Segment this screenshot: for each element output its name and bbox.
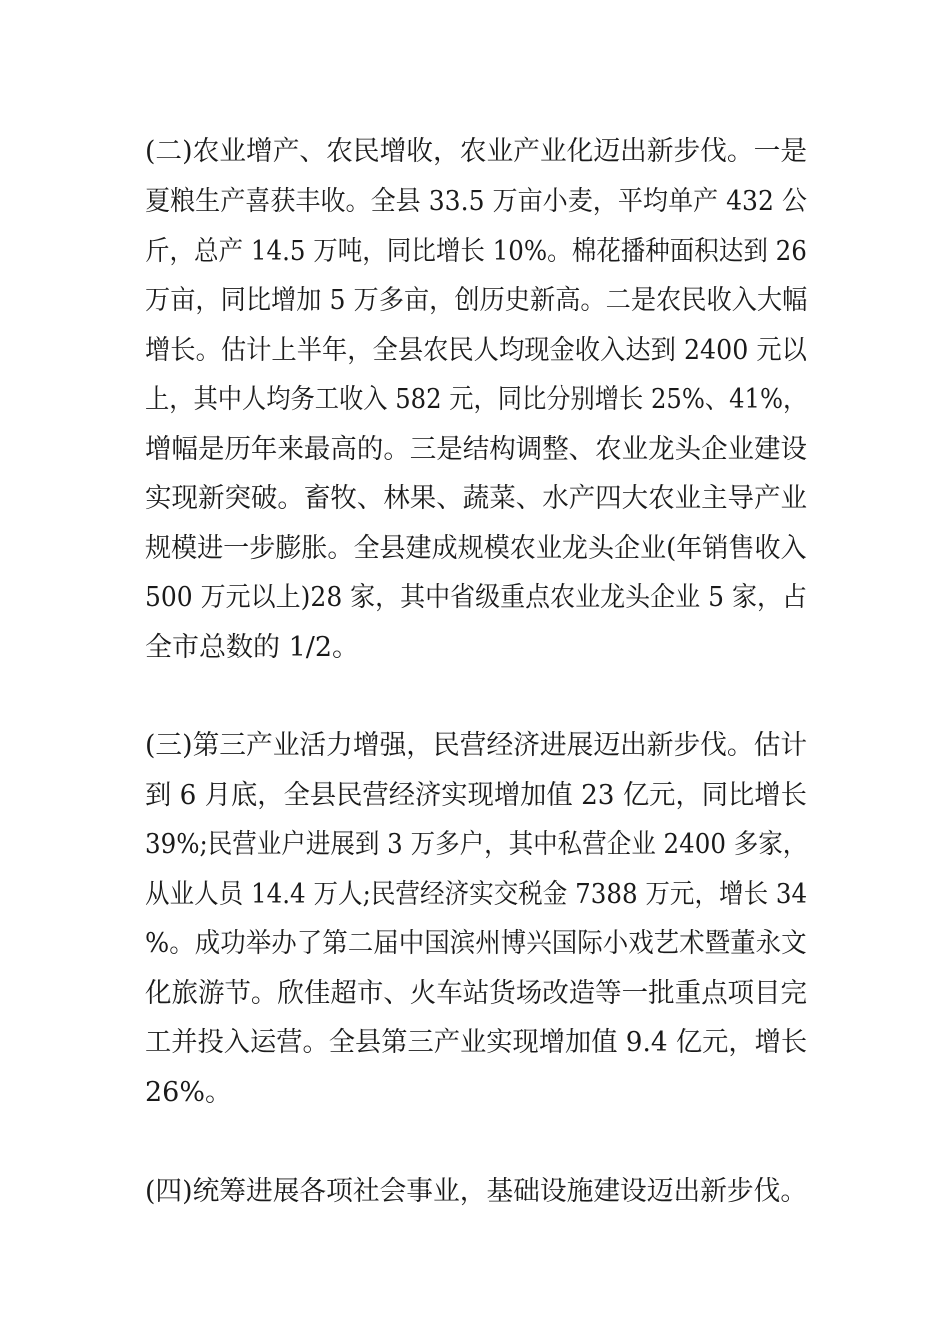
text-line: 实现新突破。畜牧、林果、蔬菜、水产四大农业主导产业 — [145, 483, 807, 514]
text-line: 从业人员 14.4 万人;民营经济实交税金 7388 万元，增长 34 — [145, 879, 808, 910]
text-line: 39%;民营业户进展到 3 万多户，其中私营企业 2400 多家， — [145, 829, 808, 860]
text-line: 全市总数的 1/2。 — [145, 632, 360, 663]
text-line: 500 万元以上)28 家，其中省级重点农业龙头企业 5 家，占 — [145, 582, 807, 613]
text-line: (二)农业增产、农民增收，农业产业化迈出新步伐。一是 — [145, 136, 808, 167]
text-line: (四)统筹进展各项社会事业，基础设施建设迈出新步伐。 — [145, 1176, 808, 1207]
text-line: 斤，总产 14.5 万吨，同比增长 10%。棉花播种面积达到 26 — [145, 236, 807, 267]
text-line: %。成功举办了第二届中国滨州博兴国际小戏艺术暨董永文 — [145, 928, 807, 959]
text-line: 增幅是历年来最高的。三是结构调整、农业龙头企业建设 — [145, 434, 807, 465]
text-line: 到 6 月底，全县民营经济实现增加值 23 亿元，同比增长 — [145, 780, 807, 811]
text-line: 工并投入运营。全县第三产业实现增加值 9.4 亿元，增长 — [145, 1027, 808, 1058]
text-line: 规模进一步膨胀。全县建成规模农业龙头企业(年销售收入 — [145, 533, 807, 564]
text-line: 化旅游节。欣佳超市、火车站货场改造等一批重点项目完 — [145, 978, 807, 1009]
text-line: (三)第三产业活力增强，民营经济进展迈出新步伐。估计 — [145, 730, 808, 761]
text-line: 增长。估计上半年，全县农民人均现金收入达到 2400 元以 — [145, 335, 807, 366]
text-line: 夏粮生产喜获丰收。全县 33.5 万亩小麦，平均单产 432 公 — [145, 186, 807, 217]
text-line: 万亩，同比增加 5 万多亩，创历史新高。二是农民收入大幅 — [145, 285, 808, 316]
text-line: 上，其中人均务工收入 582 元，同比分别增长 25%、41%， — [145, 384, 808, 415]
text-line: 26%。 — [145, 1077, 233, 1108]
